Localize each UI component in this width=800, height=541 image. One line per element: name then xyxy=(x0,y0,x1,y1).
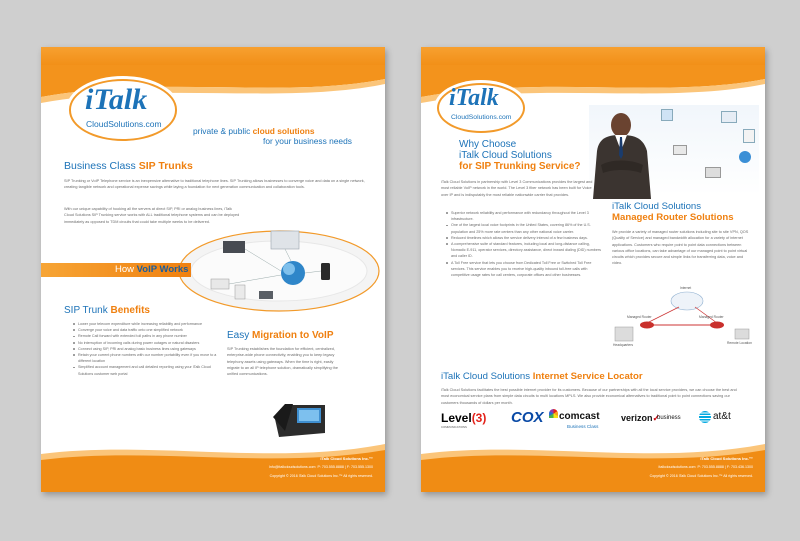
verizon-logo: verizon✓ xyxy=(621,413,661,423)
verizon-logo-sub: business xyxy=(657,415,681,421)
att-logo: at&t xyxy=(713,411,731,422)
footer-contact: Info@italkcloudsolutions.com P: 703.555.8888 | F: 703.555.1300 xyxy=(268,465,373,469)
why-benefits-list xyxy=(445,210,603,278)
router-paragraph: We provide a variety of managed router solutions including site to site VPN, QOS (Quality of Service) and managed bandwidth allocation for a variety of internet applications. Customers who require point to point data connections between various office locations, can take advantage of our managed point to point virtual circuits which provides secure and simple links for transferring data, voice and video. xyxy=(612,230,749,266)
footer-band xyxy=(421,436,765,492)
footer-contact: italkcloudsolutions.com P: 703.555.8888 | F: 703.436.1300 xyxy=(658,465,753,469)
printer-icon xyxy=(721,111,737,123)
list-item: Lower your telecom expenditure while increasing reliability and performance xyxy=(78,321,224,327)
brand-logo: iTalk xyxy=(85,83,148,116)
locator-heading: iTalk Cloud Solutions Internet Service Locator xyxy=(441,371,643,382)
brand-logo: iTalk xyxy=(449,85,499,111)
list-item: Remote Call forward with extended toll paths in any phone number xyxy=(78,333,224,339)
router-heading-line-1: iTalk Cloud Solutions xyxy=(612,201,702,212)
globe-icon xyxy=(739,151,751,163)
diagram-internet-label: Internet xyxy=(680,286,692,290)
comcast-logo: comcast xyxy=(559,411,600,422)
att-globe-icon xyxy=(699,411,711,423)
sip-heading: Business Class SIP Trunks xyxy=(64,160,193,172)
list-item: Converge your voice and data traffic onto one simplified network xyxy=(78,327,224,333)
envelope-icon xyxy=(673,145,687,155)
why-heading-line-3: for SIP Trunking Service? xyxy=(459,161,581,172)
tagline-line-2: for your business needs xyxy=(263,136,352,146)
list-item: Simplified account management and call detailed reporting using your iTalk Cloud Solutions customer web portal xyxy=(78,364,224,376)
why-paragraph: iTalk Cloud Solutions in partnership with Level 3 Communications provides the largest and most reliable VoIP network in the world. The Level 3 fiber network has been built for Voice over IP and is indisputably the most reliable nationwide carrier that provides. xyxy=(441,180,593,197)
tagline-line-1: private & public cloud solutions xyxy=(193,126,315,136)
comcast-logo-sub: Business Class xyxy=(567,424,599,429)
ip-desk-phone-image xyxy=(271,399,329,439)
footer-band xyxy=(41,436,385,492)
why-heading-line-2: iTalk Cloud Solutions xyxy=(459,150,552,161)
list-item: Retain your current phone numbers with our number portability even if you move to a different location xyxy=(78,352,224,364)
level3-logo: Level(3) xyxy=(441,411,487,425)
voip-banner-title: How VoIP Works xyxy=(115,264,189,275)
migration-heading: Easy Migration to VoIP xyxy=(227,330,334,341)
sip-intro-paragraph: SIP Trunking or VoIP Telephone service is an inexpensive alternative to traditional telephone lines. SIP Trunking allows businesses to converge voice and data on a single network, creating tangible network and operational expense savings while laying a foundation for next generation communication and collaboration tools. xyxy=(64,179,365,190)
level3-logo-sub: COMMUNICATIONS xyxy=(441,425,467,429)
diagram-router-left-label: Managed Router xyxy=(627,315,652,319)
flyer-page-front xyxy=(41,47,385,492)
laptop-icon xyxy=(705,167,721,178)
footer-copyright: Copyright © 2016 iTalk Cloud Solutions Inc.™ All rights reserved. xyxy=(649,474,753,478)
cox-logo: COX xyxy=(511,409,544,426)
list-item: One of the largest local voice footprints in the United States, covering 86% of the U.S. population and 25% more rate centers than any other national voice carrier. xyxy=(451,222,603,234)
voip-network-diagram xyxy=(171,227,381,315)
benefits-heading: SIP Trunk Benefits xyxy=(64,305,150,316)
businessman-photo xyxy=(587,107,657,199)
list-item: A comprehensive suite of standard features, including local and long-distance calling, Nomadic E-911, operator services, directory assistance, direct inward dialing (DID) numbers and caller ID. xyxy=(451,241,603,260)
brand-logo-domain: CloudSolutions.com xyxy=(451,114,512,121)
calendar-icon xyxy=(661,109,673,121)
list-item: Connect using SIP, PRI and analog basic business lines using gateways xyxy=(78,346,224,352)
document-icon xyxy=(743,129,755,143)
footer-company: iTalk Cloud Solutions Inc.™ xyxy=(320,456,373,461)
comcast-peacock-icon xyxy=(549,409,558,418)
benefits-list xyxy=(72,321,224,377)
migration-paragraph: SIP Trunking establishes the foundation for efficient, centralized, enterprise-wide phone connectivity, enabling you to keep legacy telephony assets using gateways. When the time is right, easily migrate to an all IP telephone solution, dramatically simplifying the unified communications. xyxy=(227,347,338,377)
flyer-page-back xyxy=(421,47,765,492)
locator-paragraph: iTalk Cloud Solutions facilitates the best possible internet provider for its customers. Because of our partnerships with all the local service providers, we can choose the best and most economical service plans from simple data circuits to multi locations MPLS. We also provide economical alternatives to traditional point to point connections saving our customers thousands of dollars per month. xyxy=(441,388,737,405)
diagram-remote-label: Remote Location xyxy=(727,341,752,345)
list-item: No interruption of incoming calls during power outages or natural disasters xyxy=(78,340,224,346)
footer-company: iTalk Cloud Solutions Inc.™ xyxy=(700,456,753,461)
sip-detail-paragraph: With our unique capability of hooking all the servers at direct SIP, PRI or analog business lines, iTalk Cloud Solutions SIP Trunking service works with ALL traditional telephone systems and can be deployed immediately as opposed to TDM circuits that could take multiple weeks to be delivered. xyxy=(64,207,240,224)
diagram-hq-label: Headquarters xyxy=(613,343,633,347)
diagram-router-right-label: Managed Router xyxy=(699,315,724,319)
list-item: Superior network reliability and performance with redundancy throughout the Level 3 infrastructure. xyxy=(451,210,603,222)
why-heading-line-1: Why Choose xyxy=(459,139,517,150)
footer-copyright: Copyright © 2016 iTalk Cloud Solutions Inc.™ All rights reserved. xyxy=(269,474,373,478)
list-item: A Toll Free service that lets you choose from Dedicated Toll Free or Switched Toll Free services. This service enables you to receive high-quality inbound toll-free calls with competitive usage rates for call centers, corporate offices and other businesses. xyxy=(451,260,603,279)
brand-logo-domain: CloudSolutions.com xyxy=(86,119,162,129)
list-item: Reduced timelines which allows the service delivery interval of a few business days. xyxy=(451,235,603,241)
router-heading-line-2: Managed Router Solutions xyxy=(612,212,734,223)
